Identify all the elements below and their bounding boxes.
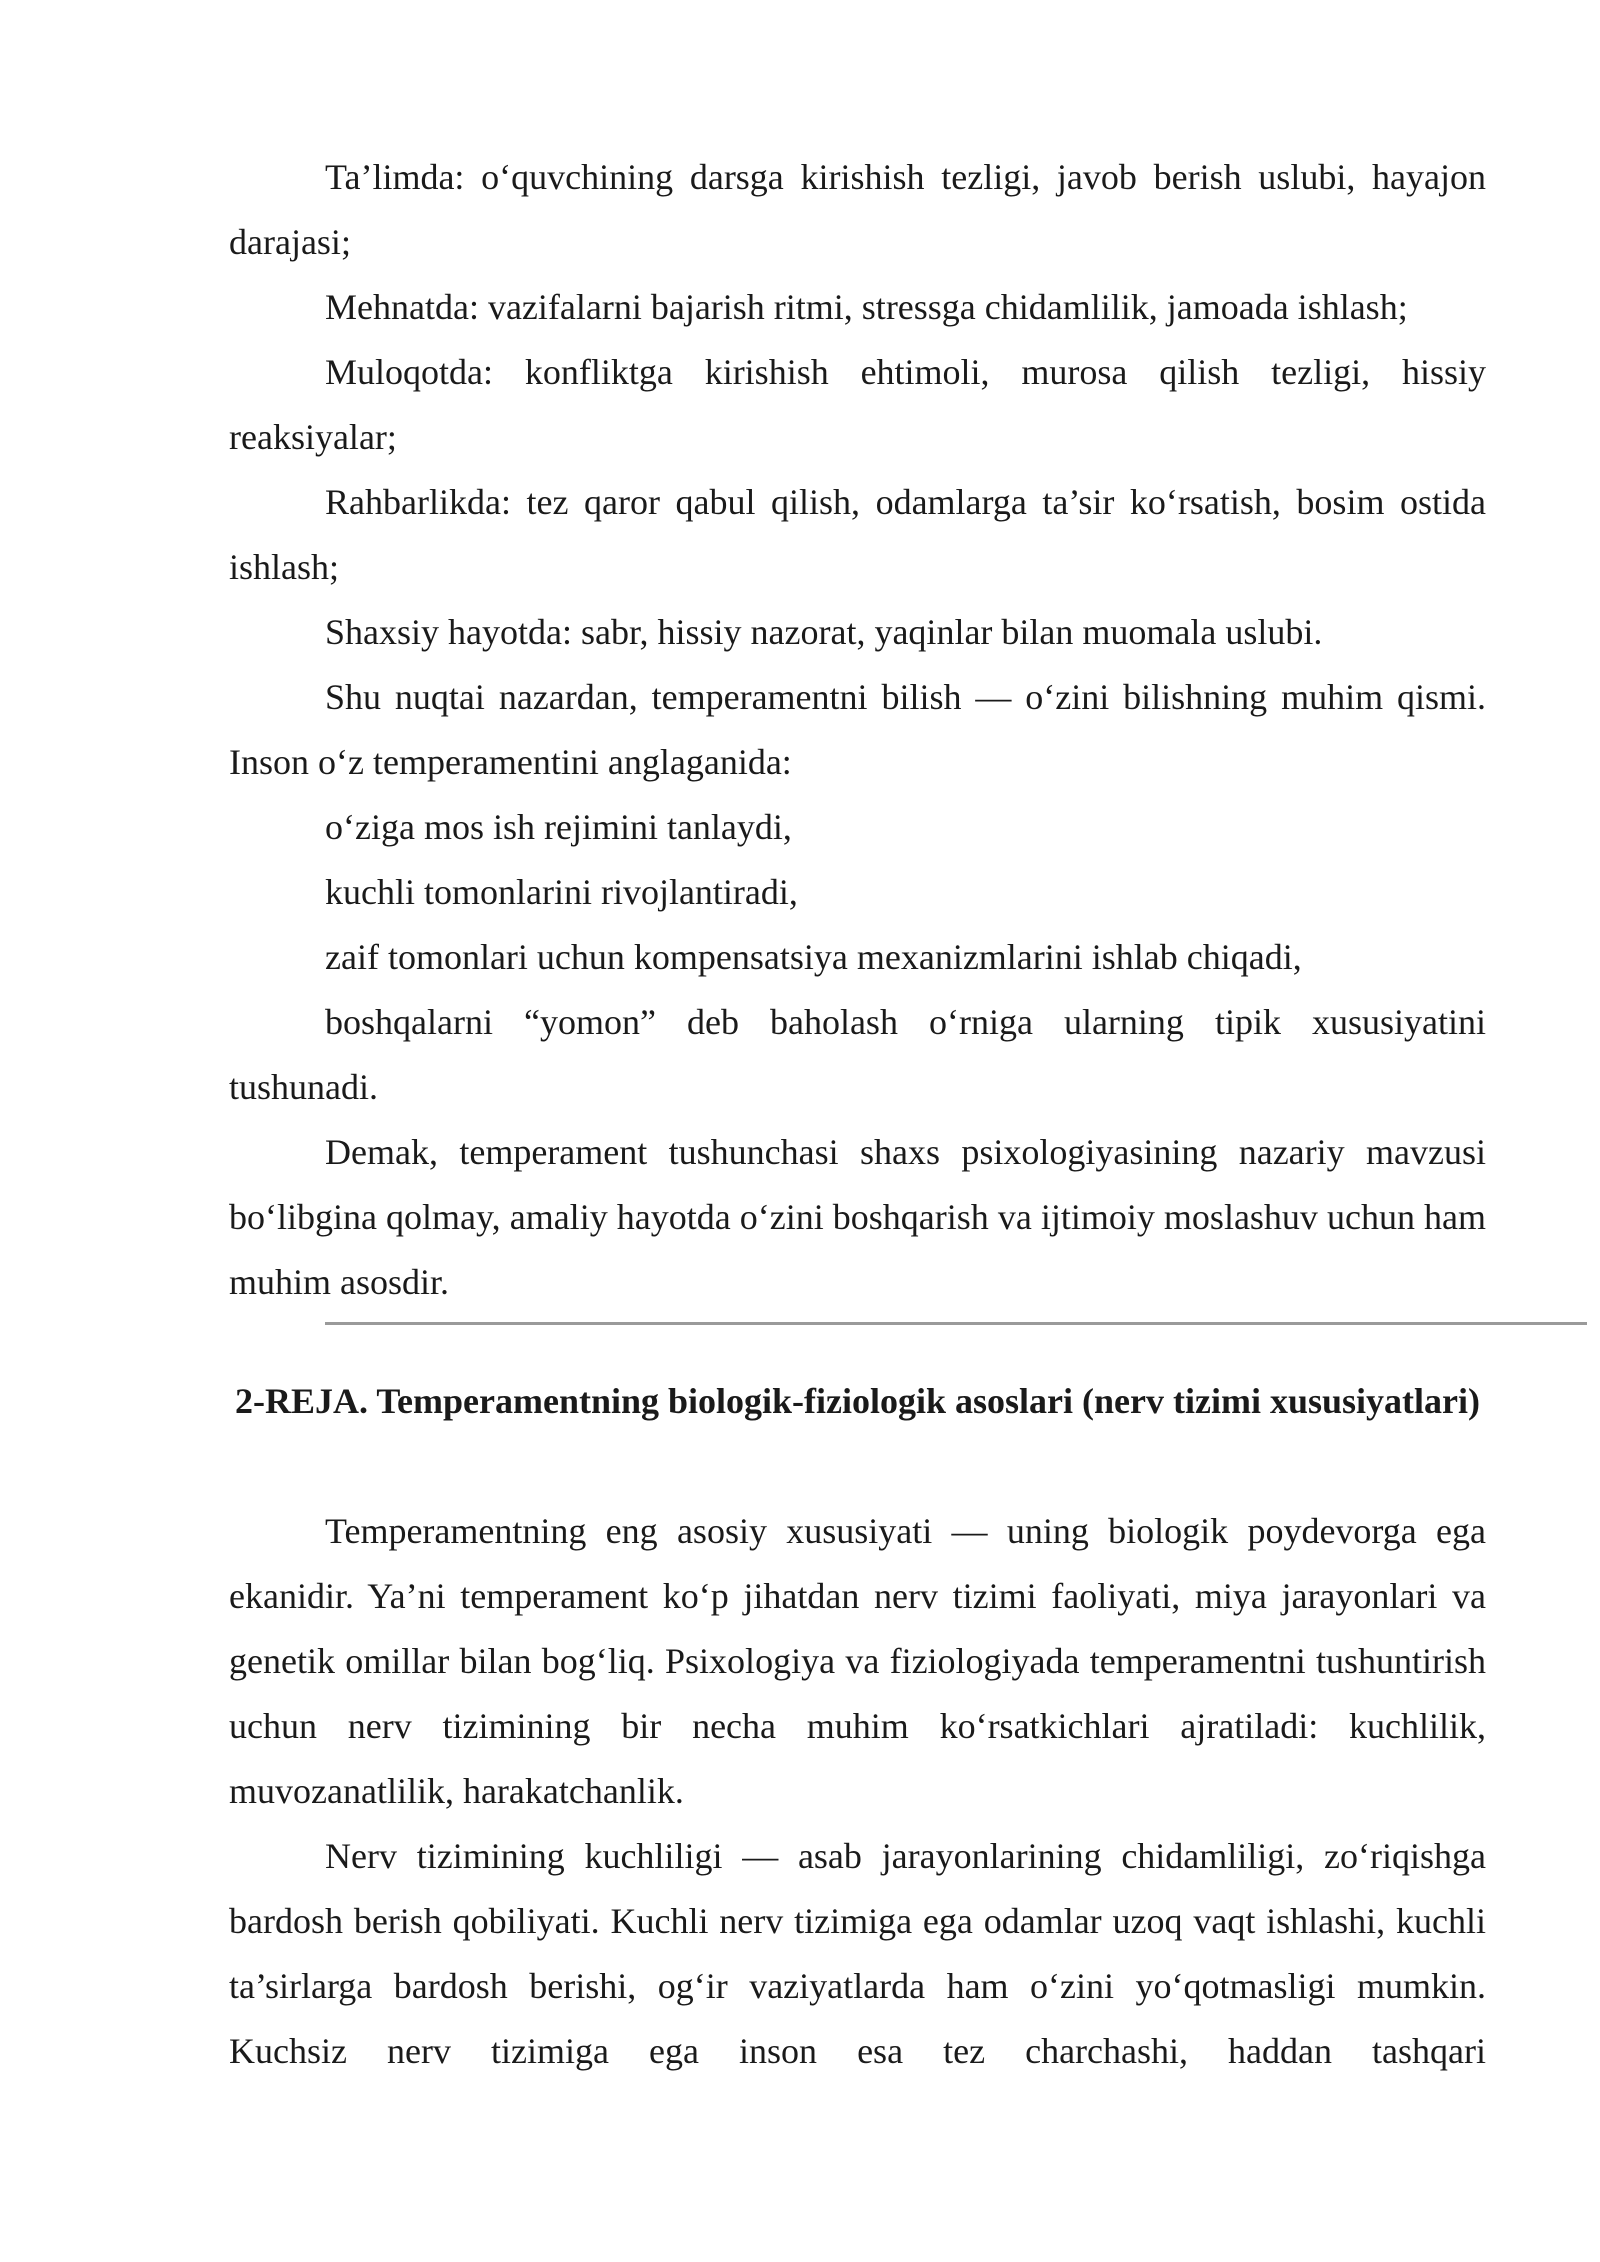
list-item-strengths: kuchli tomonlarini rivojlantiradi, (325, 872, 798, 912)
paragraph-nervous-system-strength: Nerv tizimining kuchliligi — asab jarayonlarining chidamliligi, zo‘riqishga bardosh berish qobiliyati. Kuchli nerv tizimiga ega odamlar uzoq vaqt ishlashi, kuchli ta’sirlarga bardosh berishi, og‘ir vaziyatlarda ham o‘zini yo‘qotmasligi mumkin. Kuchsiz nerv tizimiga ega inson esa tez charchashi, haddan tashqari (229, 1836, 1486, 2071)
paragraph-biological-basis: Temperamentning eng asosiy xususiyati — uning biologik poydevorga ega ekanidir. Ya’ni temperament ko‘p jihatdan nerv tizimi faoliyati, miya jarayonlari va genetik omillar bilan bog‘liq. Psixologiya va fiziologiyada temperamentni tushuntirish uchun nerv tizimining bir necha muhim ko‘rsatkichlari ajratiladi: kuchlilik, muvozanatlilik, harakatchanlik. (229, 1511, 1486, 1811)
list-item-understanding-others: boshqalarni “yomon” deb baholash o‘rniga ularning tipik xususiyatini tushunadi. (229, 1002, 1486, 1107)
list-item-compensation: zaif tomonlari uchun kompensatsiya mexanizmlarini ishlab chiqadi, (325, 937, 1302, 977)
paragraph-leadership: Rahbarlikda: tez qaror qabul qilish, odamlarga ta’sir ko‘rsatish, bosim ostida ishlash; (229, 482, 1486, 587)
section-1-body (229, 145, 1486, 1315)
paragraph-personal-life: Shaxsiy hayotda: sabr, hissiy nazorat, yaqinlar bilan muomala uslubi. (325, 612, 1323, 652)
paragraph-communication: Muloqotda: konfliktga kirishish ehtimoli, murosa qilish tezligi, hissiy reaksiyalar; (229, 352, 1486, 457)
section-2-heading: 2-REJA. Temperamentning biologik-fiziologik asoslari (nerv tizimi xususiyatlari) (234, 1381, 1480, 1421)
horizontal-divider (325, 1322, 1587, 1325)
paragraph-education: Ta’limda: o‘quvchining darsga kirishish tezligi, javob berish uslubi, hayajon darajasi; (229, 157, 1486, 262)
paragraph-self-knowledge: Shu nuqtai nazardan, temperamentni bilish — o‘zini bilishning muhim qismi. Inson o‘z temperamentini anglaganida: (229, 677, 1486, 782)
list-item-work-regime: o‘ziga mos ish rejimini tanlaydi, (325, 807, 792, 847)
section-2-body (229, 1499, 1486, 2084)
paragraph-work: Mehnatda: vazifalarni bajarish ritmi, stressga chidamlilik, jamoada ishlash; (325, 287, 1408, 327)
paragraph-conclusion: Demak, temperament tushunchasi shaxs psixologiyasining nazariy mavzusi bo‘libgina qolmay, amaliy hayotda o‘zini boshqarish va ijtimoiy moslashuv uchun ham muhim asosdir. (229, 1132, 1486, 1302)
